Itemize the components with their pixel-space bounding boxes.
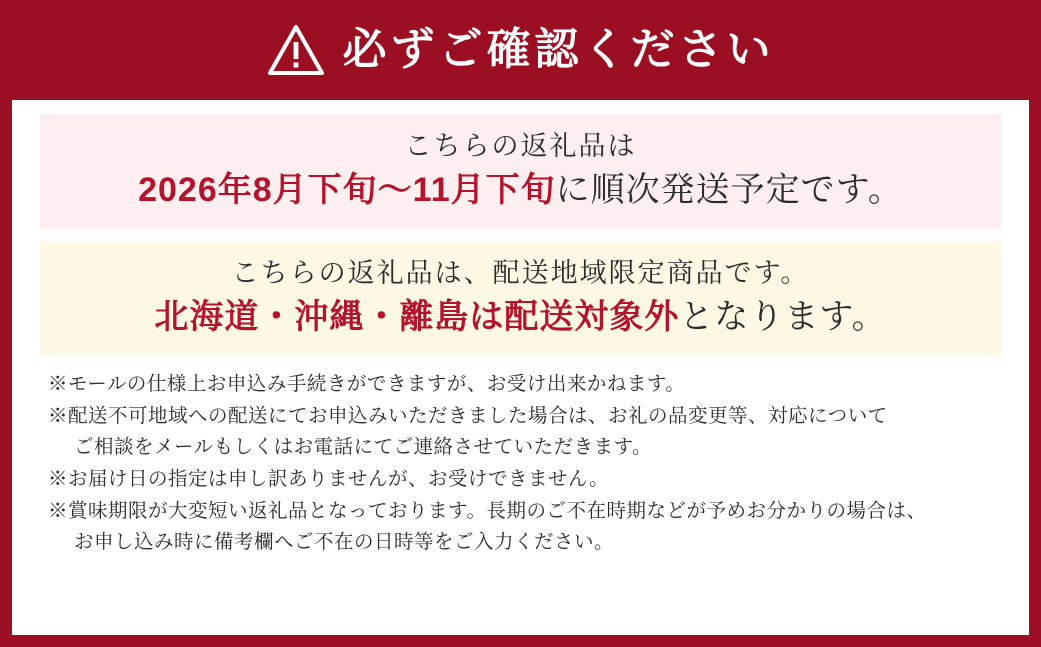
- shipping-notice: [40, 114, 1001, 229]
- list-item: お申し込み時に備考欄へご不在の日時等をご入力ください。: [74, 531, 615, 554]
- shipping-notice-line1: こちらの返礼品は: [404, 131, 637, 161]
- area-notice-line1: こちらの返礼品は、配送地域限定商品です。: [231, 257, 810, 288]
- shipping-period-highlight: 2026年8月下旬～11月下旬: [138, 171, 556, 210]
- list-item: ※お届け日の指定は申し訳ありませんが、お受けできません。: [48, 467, 610, 490]
- shipping-notice-line2-rest: に順次発送予定です。: [555, 171, 903, 210]
- area-notice-line2-rest: となります。: [679, 298, 887, 337]
- area-notice: [40, 241, 1001, 356]
- shipping-notice-line2: [40, 168, 1001, 212]
- list-item: ご相談をメールもしくはお電話にてご連絡させていただきます。: [74, 436, 653, 459]
- notes-list: [40, 369, 1001, 558]
- list-item: ※配送不可地域への配送にてお申込みいただきました場合は、お礼の品変更等、対応について: [48, 404, 888, 427]
- list-item: ※モールの仕様上お申込み手続きができますが、お受け出来かねます。: [48, 373, 686, 396]
- excluded-area-highlight: 北海道・沖縄・離島は配送対象外: [154, 298, 680, 337]
- area-notice-line2: [40, 295, 1001, 339]
- banner-header: [0, 0, 1041, 100]
- warning-triangle-icon: [267, 23, 325, 77]
- page-title: 必ずご確認ください: [342, 25, 775, 74]
- list-item: ※賞味期限が大変短い返礼品となっております。長期のご不在時期などが予めお分かりの場合は、: [48, 499, 927, 522]
- notice-body: [12, 100, 1029, 635]
